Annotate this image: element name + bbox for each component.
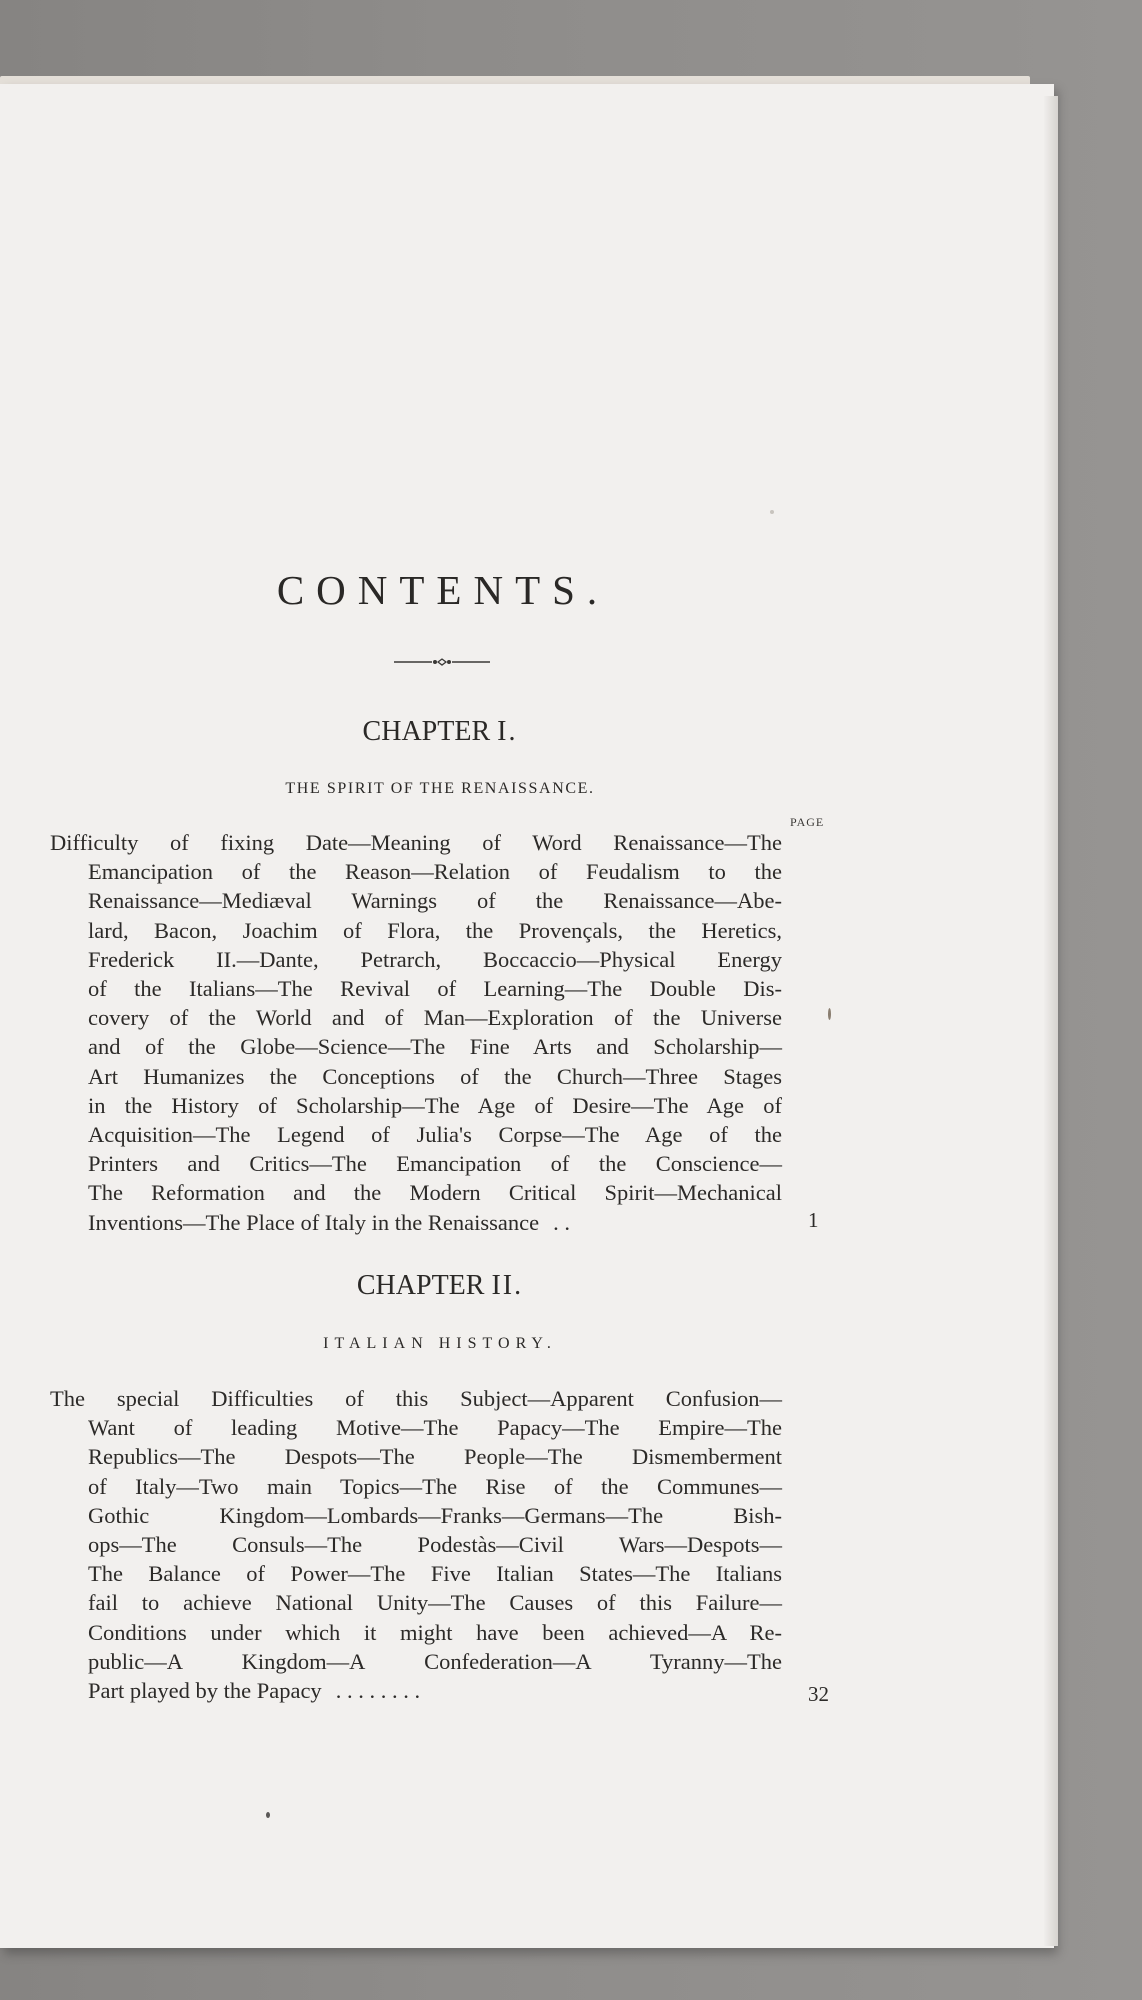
synopsis-line: ops—The Consuls—The Podestàs—Civil Wars—Despots— [88, 1532, 782, 1558]
synopsis-line: Acquisition—The Legend of Julia's Corpse—The Age of the [88, 1122, 782, 1148]
synopsis-line: Part played by the Papacy [88, 1678, 322, 1704]
synopsis-line: public—A Kingdom—A Confederation—A Tyranny—The [88, 1648, 782, 1674]
chapter-label: CHAPTER [356, 1270, 485, 1301]
synopsis-line: Republics—The Despots—The People—The Dismemberment [88, 1444, 782, 1470]
ornament-divider [392, 654, 492, 670]
page-number: 1 [808, 1208, 819, 1232]
chapter-synopsis [50, 828, 782, 1237]
contents-heading: CONTENTS. [276, 567, 610, 613]
synopsis-line: Want of leading Motive—The Papacy—The Empire—The [88, 1415, 782, 1441]
synopsis-last-line [50, 1208, 782, 1237]
synopsis-last-line [50, 1676, 782, 1705]
synopsis-line: Renaissance—Mediæval Warnings of the Renaissance—Abe- [88, 888, 782, 914]
synopsis-line: of Italy—Two main Topics—The Rise of the Communes— [88, 1473, 782, 1499]
synopsis-line: of the Italians—The Revival of Learning—The Double Dis- [88, 976, 782, 1002]
synopsis-line: Frederick II.—Dante, Petrarch, Boccaccio—Physical Energy [88, 946, 782, 972]
synopsis-line: Gothic Kingdom—Lombards—Franks—Germans—The Bish- [88, 1502, 782, 1528]
chapter-label: CHAPTER [362, 716, 491, 747]
synopsis-line: Conditions under which it might have been achieved—A Re- [88, 1619, 782, 1645]
chapter-roman: II. [491, 1270, 524, 1301]
synopsis-line: The Reformation and the Modern Critical Spirit—Mechanical [88, 1180, 782, 1206]
page-column-label: PAGE [790, 815, 825, 829]
paper-speck [828, 1008, 831, 1020]
chapter-synopsis [50, 1384, 782, 1705]
synopsis-line: in the History of Scholarship—The Age of Desire—The Age of [88, 1092, 782, 1118]
chapter-title: ITALIAN HISTORY. [323, 1335, 557, 1352]
synopsis-line: Printers and Critics—The Emancipation of the Conscience— [88, 1151, 782, 1177]
chapter-title: THE SPIRIT OF THE RENAISSANCE. [285, 780, 595, 797]
synopsis-line: Emancipation of the Reason—Relation of Feudalism to the [88, 859, 782, 885]
page-number: 32 [808, 1682, 829, 1706]
synopsis-line: Difficulty of fixing Date—Meaning of Word Renaissance—The [50, 830, 782, 855]
synopsis-line: The special Difficulties of this Subject—Apparent Confusion— [50, 1386, 782, 1411]
synopsis-line: fail to achieve National Unity—The Causes of this Failure— [88, 1590, 782, 1616]
synopsis-line: Art Humanizes the Conceptions of the Church—Three Stages [88, 1063, 782, 1089]
synopsis-line: lard, Bacon, Joachim of Flora, the Provençals, the Heretics, [88, 917, 782, 943]
chapter-heading [0, 716, 880, 748]
page-right-edge [1044, 96, 1058, 1946]
chapter-roman: I. [497, 716, 518, 747]
dot-leader: . . . . . . . . [335, 1678, 421, 1704]
synopsis-line: and of the Globe—Science—The Fine Arts and Scholarship— [88, 1034, 782, 1060]
synopsis-line: Inventions—The Place of Italy in the Renaissance [88, 1209, 540, 1235]
synopsis-line: covery of the World and of Man—Exploration of the Universe [88, 1005, 782, 1031]
chapter-heading [0, 1270, 880, 1302]
paper-speck [266, 1812, 270, 1818]
paper-speck [770, 510, 774, 514]
dot-leader: . . [553, 1209, 570, 1235]
synopsis-line: The Balance of Power—The Five Italian States—The Italians [88, 1561, 782, 1587]
